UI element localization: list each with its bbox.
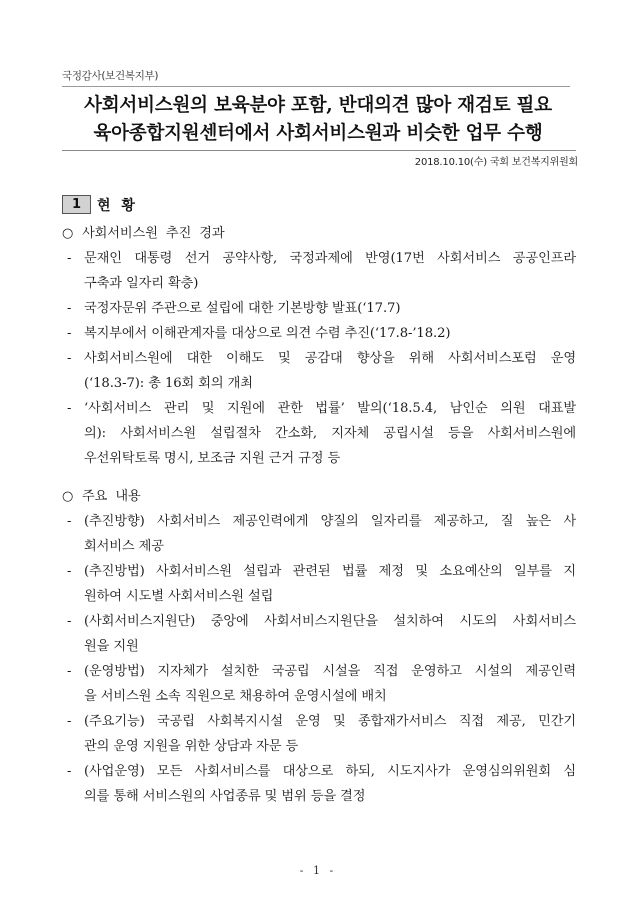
list-item [62,509,576,559]
dash-bullet-icon: - [67,664,72,679]
dash-bullet-icon: - [67,401,72,416]
list-item [62,759,576,809]
list-item [62,659,576,709]
list-item [62,709,576,759]
list-item [62,346,576,396]
title-line-1: 사회서비스원의 보육분야 포함, 반대의견 많아 재검토 필요 [84,95,552,116]
dash-bullet-icon: - [67,714,72,729]
list-item-line: (주요기능) 국공립 사회복지시설 운영 및 종합재가서비스 직접 제공, 민간기 [84,714,576,729]
list-item [62,246,576,296]
dash-bullet-icon: - [67,614,72,629]
list-item-line: 원하여 시도별 사회서비스원 설립 [84,589,274,604]
running-header: 국정감사(보건복지부) [62,68,570,87]
title-line-2: 육아종합지원센터에서 사회서비스원과 비슷한 업무 수행 [93,123,543,144]
list-item [62,559,576,609]
list-item-line: 우선위탁토록 명시, 보조금 지원 근거 규정 등 [84,451,341,466]
dateline: 2018.10.10(수) 국회 보건복지위원회 [414,157,578,168]
list-item-line: 사회서비스원에 대한 이해도 및 공감대 향상을 위해 사회서비스포럼 운영 [84,351,576,366]
dash-bullet-icon: - [67,514,72,529]
list-item-line: (추진방법) 사회서비스원 설립과 관련된 법률 제정 및 소요예산의 일부를 지 [84,564,576,579]
list-item-line: (추진방향) 사회서비스 제공인력에게 양질의 일자리를 제공하고, 질 높은 사 [84,514,576,529]
list-item-line: 복지부에서 이해관계자를 대상으로 의견 수렴 추진(‘17.8-’18.2) [84,326,451,341]
title-divider [62,150,576,151]
dash-bullet-icon: - [67,301,72,316]
list-item-line: 국정자문위 주관으로 설립에 대한 기본방향 발표(‘17.7) [84,301,401,316]
group-label: 사회서비스원 추진 경과 [82,226,225,241]
list-item-line: (운영방법) 지자체가 설치한 국공립 시설을 직접 운영하고 시설의 제공인력 [84,664,576,679]
list-item-line: (사업운영) 모든 사회서비스를 대상으로 하되, 시도지사가 운영심의위원회 심 [84,764,576,779]
group-heading [62,221,576,246]
dash-bullet-icon: - [67,564,72,579]
page-number: - 1 - [299,864,337,877]
group-label: 주요 내용 [82,489,141,504]
group-main-contents [62,484,576,809]
list-item [62,396,576,471]
list-item-line: 의): 사회서비스원 설립절차 간소화, 지자체 공립시설 등을 사회서비스원에 [84,426,576,441]
list-item [62,609,576,659]
list-item-line: (‘18.3-7): 총 16회 회의 개최 [84,376,253,391]
dash-bullet-icon: - [67,351,72,366]
dash-bullet-icon: - [67,764,72,779]
group-heading [62,484,576,509]
group-progress [62,221,576,471]
dash-bullet-icon: - [67,251,72,266]
list-item [62,296,576,321]
list-item-line: 원을 지원 [84,639,139,654]
section-heading [62,195,138,214]
list-item-line: ‘사회서비스 관리 및 지원에 관한 법률’ 발의(‘18.5.4, 남인순 의원 대표발 [84,401,576,416]
list-item-line: 구축과 일자리 확충) [84,276,199,291]
document-title [40,92,596,148]
list-item-line: 문재인 대통령 선거 공약사항, 국정과제에 반영(17번 사회서비스 공공인프라 [84,251,576,266]
list-item-line: (사회서비스지원단) 중앙에 사회서비스지원단을 설치하여 시도의 사회서비스 [84,614,576,629]
section-number-box: 1 [62,195,91,214]
dash-bullet-icon: - [67,326,72,341]
list-item-line: 의를 통해 서비스원의 사업종류 및 범위 등을 결정 [84,789,366,804]
section-title: 현 황 [97,197,138,214]
list-item [62,321,576,346]
circle-bullet-icon: ○ [62,226,74,241]
circle-bullet-icon: ○ [62,489,74,504]
list-item-line: 회서비스 제공 [84,539,164,554]
list-item-line: 을 서비스원 소속 직원으로 채용하여 운영시설에 배치 [84,689,387,704]
list-item-line: 관의 운영 지원을 위한 상담과 자문 등 [84,739,299,754]
